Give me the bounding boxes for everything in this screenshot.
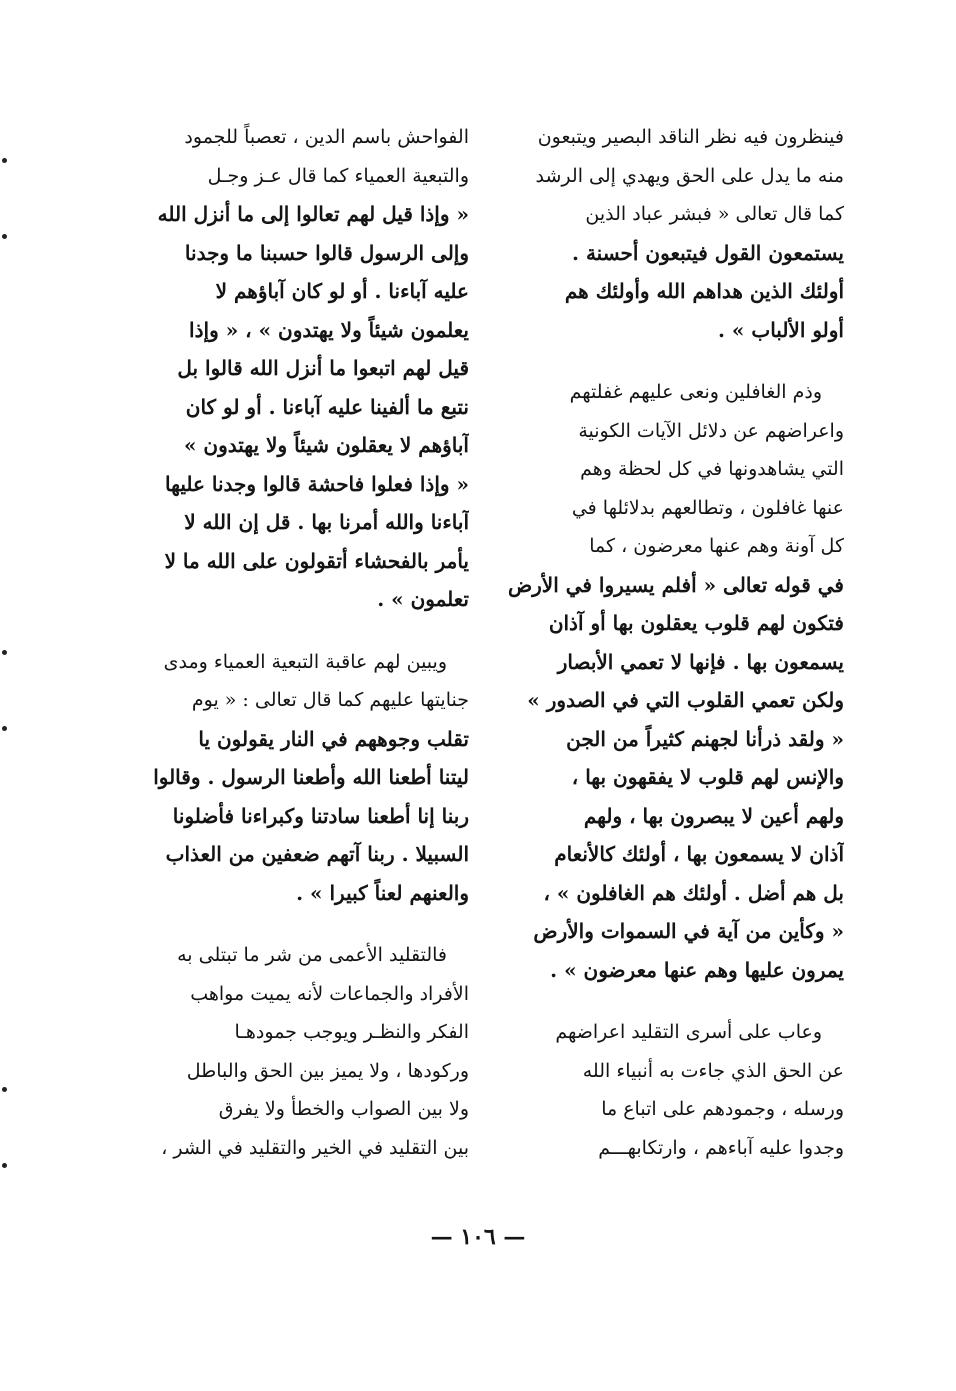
text-line: فالتقليد الأعمى من شر ما تبتلى به	[177, 944, 447, 966]
text-line: الأفراد والجماعات لأنه يميت مواهب	[190, 982, 469, 1005]
margin-dot	[2, 1163, 7, 1168]
quran-verse-line: ربنا إنا أطعنا سادتنا وكبراءنا فأضلونا	[172, 803, 469, 828]
paragraph	[133, 643, 469, 913]
margin-dot	[2, 234, 7, 239]
quran-verse-line: آباءنا والله أمرنا بها . قل إن الله لا	[184, 510, 469, 534]
text-line: وعاب على أسرى التقليد اعراضهم	[555, 1021, 822, 1043]
text-line: عنها غافلون ، وتطالعهم بدلائلها في	[571, 496, 844, 519]
quran-verse-line: وإلى الرسول قالوا حسبنا ما وجدنا	[184, 240, 469, 265]
quran-verse-line: تعلمون » .	[377, 587, 469, 611]
text-line: والتبعية العمياء كما قال عـز وجـل	[207, 164, 469, 187]
right-text-column	[508, 118, 844, 1191]
quran-verse-line: يستمعون القول فيتبعون أحسنة .	[572, 240, 844, 265]
text-line: وجدوا عليه آباءهم ، وارتكابهـــم	[598, 1136, 844, 1159]
paragraph	[133, 936, 469, 1167]
text-line: ورسله ، وجمودهم على اتباع ما	[601, 1098, 844, 1120]
quran-verse-line: فتكون لهم قلوب يعقلون بها أو آذان	[548, 611, 844, 635]
quran-verse-line: والعنهم لعناً كبيرا » .	[296, 880, 469, 905]
text-line: فينظرون فيه نظر الناقد البصير ويتبعون	[537, 126, 844, 148]
quran-verse-line: ولهم أعين لا يبصرون بها ، ولهم	[583, 803, 844, 828]
quran-verse-line: قيل لهم اتبعوا ما أنزل الله قالوا بل	[177, 356, 469, 380]
paragraph	[508, 1013, 844, 1167]
left-text-column	[133, 118, 469, 1191]
quran-verse-line: يأمر بالفحشاء أتقولون على الله ما لا	[164, 548, 469, 573]
quran-verse-line: والإنس لهم قلوب لا يفقهون بها ،	[571, 765, 844, 789]
text-line: كل آونة وهم عنها معرضون ، كما	[589, 535, 844, 557]
quran-verse-line: عليه آباءنا . أو لو كان آباؤهم لا	[215, 279, 469, 303]
quran-verse-line: نتبع ما ألفينا عليه آباءنا . أو لو كان	[185, 394, 469, 419]
quran-verse-line: يسمعون بها . فإنها لا تعمي الأبصار	[557, 649, 844, 674]
text-line: وذم الغافلين ونعى عليهم غفلتهم	[569, 381, 822, 403]
paragraph	[508, 373, 844, 989]
text-line: واعراضهم عن دلائل الآيات الكونية	[578, 419, 844, 442]
text-line: الفكر والنظـر ويوجب جمودهـا	[234, 1021, 469, 1043]
text-line: كما قال تعالى « فبشر عباد الذين	[585, 203, 844, 225]
paragraph	[133, 118, 469, 619]
quran-verse-line: ولكن تعمي القلوب التي في الصدور »	[527, 688, 844, 712]
quran-verse-line: « وكأين من آية في السموات والأرض	[533, 919, 844, 943]
quran-verse-line: تقلب وجوههم في النار يقولون يا	[198, 726, 469, 751]
text-line: التي يشاهدونها في كل لحظة وهم	[580, 458, 844, 480]
text-line: جنايتها عليهم كما قال تعالى : « يوم	[191, 689, 469, 711]
paragraph	[508, 118, 844, 349]
quran-verse-line: يمرون عليها وهم عنها معرضون » .	[550, 957, 844, 982]
margin-dot	[2, 1087, 7, 1092]
quran-verse-line: « وإذا فعلوا فاحشة قالوا وجدنا عليها	[165, 471, 469, 496]
quran-verse-line: السبيلا . ربنا آتهم ضعفين من العذاب	[165, 842, 469, 866]
margin-dot	[2, 158, 7, 163]
margin-dot	[2, 726, 7, 731]
quran-verse-line: آذان لا يسمعون بها ، أولئك كالأنعام	[554, 842, 844, 866]
text-line: عن الحق الذي جاءت به أنبياء الله	[582, 1059, 844, 1082]
quran-verse-line: في قوله تعالى « أفلم يسيروا في الأرض	[508, 572, 844, 597]
quran-verse-line: أولو الألباب » .	[717, 317, 844, 342]
text-line: وركودها ، ولا يميز بين الحق والباطل	[186, 1059, 469, 1082]
quran-verse-line: آباؤهم لا يعقلون شيئاً ولا يهتدون »	[183, 433, 469, 457]
text-line: ويبين لهم عاقبة التبعية العمياء ومدى	[163, 650, 447, 673]
quran-verse-line: يعلمون شيئاً ولا يهتدون » ، « وإذا	[189, 317, 469, 342]
text-line: ولا بين الصواب والخطأ ولا يفرق	[218, 1098, 469, 1120]
quran-verse-line: بل هم أضل . أولئك هم الغافلون » ،	[543, 880, 844, 905]
quran-verse-line: « ولقد ذرأنا لجهنم كثيراً من الجن	[566, 726, 844, 751]
quran-verse-line: « وإذا قيل لهم تعالوا إلى ما أنزل الله	[157, 202, 469, 226]
margin-dot	[2, 650, 7, 655]
quran-verse-line: أولئك الذين هداهم الله وأولئك هم	[564, 279, 844, 303]
text-line: منه ما يدل على الحق ويهدي إلى الرشد	[535, 164, 844, 187]
quran-verse-line: ليتنا أطعنا الله وأطعنا الرسول . وقالوا	[153, 765, 469, 789]
page-number: — ١٠٦ —	[430, 1224, 526, 1250]
text-line: الفواحش باسم الدين ، تعصباً للجمود	[184, 126, 469, 148]
text-line: بين التقليد في الخير والتقليد في الشر ،	[161, 1136, 469, 1159]
